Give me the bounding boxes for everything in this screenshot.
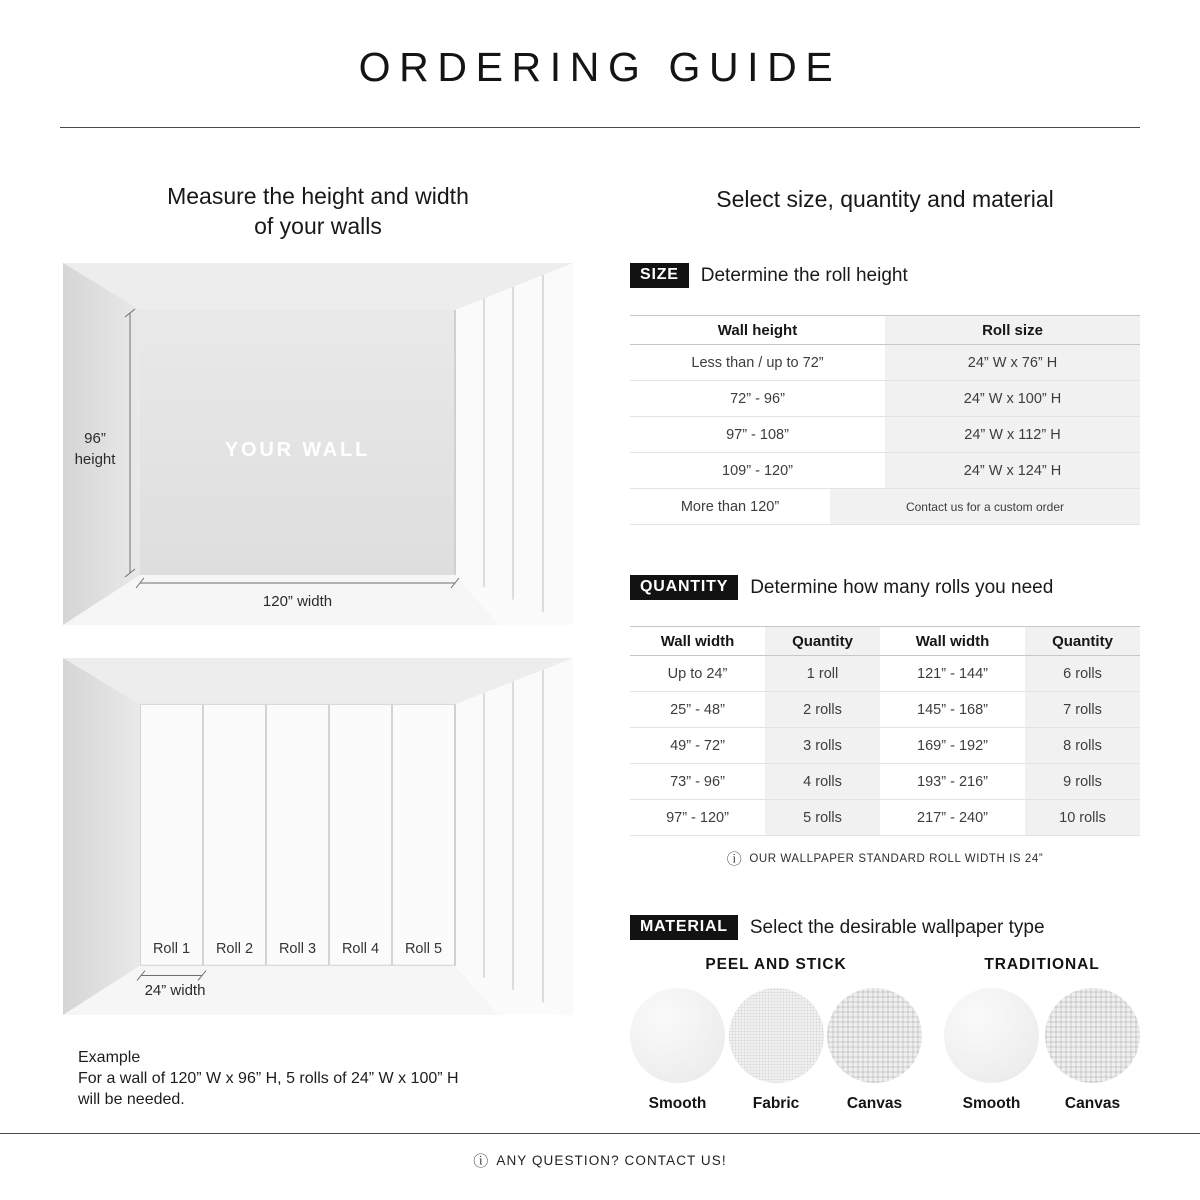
wallpaper-roll-panels (141, 704, 455, 965)
wall-height-column-header: Wall height (717, 321, 798, 339)
material-group-peel-and-stick (630, 956, 922, 1113)
material-option-canvas (1045, 988, 1140, 1113)
wall-height-dimension-label (65, 428, 125, 470)
wall-width-column-header: Wall width (915, 632, 990, 650)
material-option-canvas (827, 988, 922, 1113)
height-word: height (74, 451, 116, 468)
quantity-subtitle: Determine how many rolls you need (750, 576, 1054, 598)
example-block (78, 1047, 459, 1110)
wall-width-cell: 121” - 144” (917, 665, 988, 682)
material-option-label: Smooth (962, 1095, 1021, 1112)
roll-size-cell: 24” W x 112” H (885, 417, 1140, 452)
table-row (630, 800, 1140, 836)
quantity-cell: 4 rolls (765, 764, 880, 799)
material-option-label: Canvas (1064, 1095, 1121, 1112)
example-line2: will be needed. (78, 1091, 185, 1108)
wall-width-cell: 25” - 48” (670, 701, 725, 718)
contact-footer (0, 1150, 1200, 1171)
smooth-texture-swatch (630, 988, 725, 1083)
material-option-label: Fabric (752, 1095, 800, 1112)
wall-width-cell: 97” - 120” (666, 809, 729, 826)
quantity-badge: QUANTITY (630, 575, 738, 600)
roll-1-label: Roll 1 (152, 941, 191, 957)
material-option-label: Smooth (648, 1095, 707, 1112)
wall-height-cell: 72” - 96” (730, 390, 785, 407)
quantity-column-header: Quantity (1025, 627, 1140, 655)
room-perspective-drawing (63, 658, 573, 1015)
wall-height-cell: More than 120” (680, 498, 780, 515)
example-line1: For a wall of 120” W x 96” H, 5 rolls of 24” W x 100” H (78, 1070, 459, 1087)
table-row (630, 453, 1140, 489)
table-row (630, 489, 1140, 525)
wall-height-cell: 97” - 108” (726, 426, 789, 443)
material-option-smooth (944, 988, 1039, 1113)
quantity-table-header (630, 627, 1140, 656)
size-subtitle: Determine the roll height (700, 264, 908, 286)
canvas-texture-swatch (1045, 988, 1140, 1083)
table-row (630, 381, 1140, 417)
left-wall (63, 658, 140, 1015)
table-row (630, 728, 1140, 764)
contact-footer-text: ANY QUESTION? CONTACT US! (496, 1153, 727, 1168)
info-icon: ⓘ (473, 1153, 490, 1170)
roll-size-cell: Contact us for a custom order (830, 489, 1140, 524)
standard-roll-width-note-text: OUR WALLPAPER STANDARD ROLL WIDTH IS 24” (749, 852, 1044, 865)
roll-3-label: Roll 3 (278, 941, 317, 957)
quantity-section-header (630, 575, 1053, 600)
roll-size-column-header: Roll size (885, 316, 1140, 344)
example-title: Example (78, 1049, 141, 1066)
wall-width-column-header: Wall width (660, 632, 735, 650)
table-row (630, 692, 1140, 728)
material-option-label: Canvas (846, 1095, 903, 1112)
room-illustration-rolls (63, 658, 573, 1015)
roll-size-cell: 24” W x 100” H (885, 381, 1140, 416)
roll-size-cell: 24” W x 124” H (885, 453, 1140, 488)
roll-labels-row (140, 941, 455, 957)
material-group-title: PEEL AND STICK (705, 956, 847, 973)
room-illustration-your-wall (63, 263, 573, 625)
size-badge: SIZE (630, 263, 689, 288)
quantity-cell: 9 rolls (1025, 764, 1140, 799)
info-icon: ⓘ (726, 851, 743, 868)
wall-width-cell: 193” - 216” (917, 773, 988, 790)
roll-size-cell: 24” W x 76” H (885, 345, 1140, 380)
quantity-table (630, 626, 1140, 836)
table-row (630, 764, 1140, 800)
material-subtitle: Select the desirable wallpaper type (749, 916, 1045, 938)
roll-2-label: Roll 2 (215, 941, 254, 957)
wall-width-cell: 49” - 72” (670, 737, 725, 754)
size-table-header (630, 316, 1140, 345)
quantity-cell: 5 rolls (765, 800, 880, 835)
quantity-cell: 6 rolls (1025, 656, 1140, 691)
wall-width-cell: 169” - 192” (917, 737, 988, 754)
wall-width-cell: Up to 24” (667, 665, 728, 682)
quantity-cell: 8 rolls (1025, 728, 1140, 763)
top-divider (60, 127, 1140, 128)
measure-heading-line1: Measure the height and width (167, 183, 469, 209)
quantity-cell: 1 roll (765, 656, 880, 691)
material-group-traditional (944, 956, 1140, 1113)
material-option-smooth (630, 988, 725, 1113)
wall-height-cell: Less than / up to 72” (691, 354, 824, 371)
roll-5-label: Roll 5 (404, 941, 443, 957)
wall-height-cell: 109” - 120” (722, 462, 793, 479)
table-row (630, 345, 1140, 381)
select-heading: Select size, quantity and material (716, 186, 1054, 212)
material-swatches (630, 988, 922, 1113)
bottom-divider (0, 1133, 1200, 1134)
measure-heading-line2: of your walls (254, 213, 382, 239)
material-badge: MATERIAL (630, 915, 738, 940)
your-wall-label: YOUR WALL (224, 439, 371, 461)
material-section-header (630, 915, 1045, 940)
size-table (630, 315, 1140, 525)
material-group-title: TRADITIONAL (984, 956, 1100, 973)
measure-heading (63, 181, 573, 241)
quantity-cell: 3 rolls (765, 728, 880, 763)
table-row (630, 417, 1140, 453)
canvas-texture-swatch (827, 988, 922, 1083)
quantity-cell: 7 rolls (1025, 692, 1140, 727)
material-swatches (944, 988, 1140, 1113)
smooth-texture-swatch (944, 988, 1039, 1083)
quantity-column-header: Quantity (765, 627, 880, 655)
height-value: 96” (84, 430, 106, 447)
fabric-texture-swatch (729, 988, 824, 1083)
wall-width-dimension-label: 120” width (262, 593, 333, 610)
wall-width-cell: 145” - 168” (917, 701, 988, 718)
page-title: ORDERING GUIDE (358, 44, 842, 90)
roll-width-dimension-label: 24” width (144, 982, 206, 999)
table-row (630, 656, 1140, 692)
wall-width-cell: 73” - 96” (670, 773, 725, 790)
quantity-cell: 10 rolls (1025, 800, 1140, 835)
roll-4-label: Roll 4 (341, 941, 380, 957)
quantity-cell: 2 rolls (765, 692, 880, 727)
standard-roll-width-note (630, 848, 1140, 869)
size-section-header (630, 263, 908, 288)
material-option-fabric (729, 988, 824, 1113)
wall-width-cell: 217” - 240” (917, 809, 988, 826)
